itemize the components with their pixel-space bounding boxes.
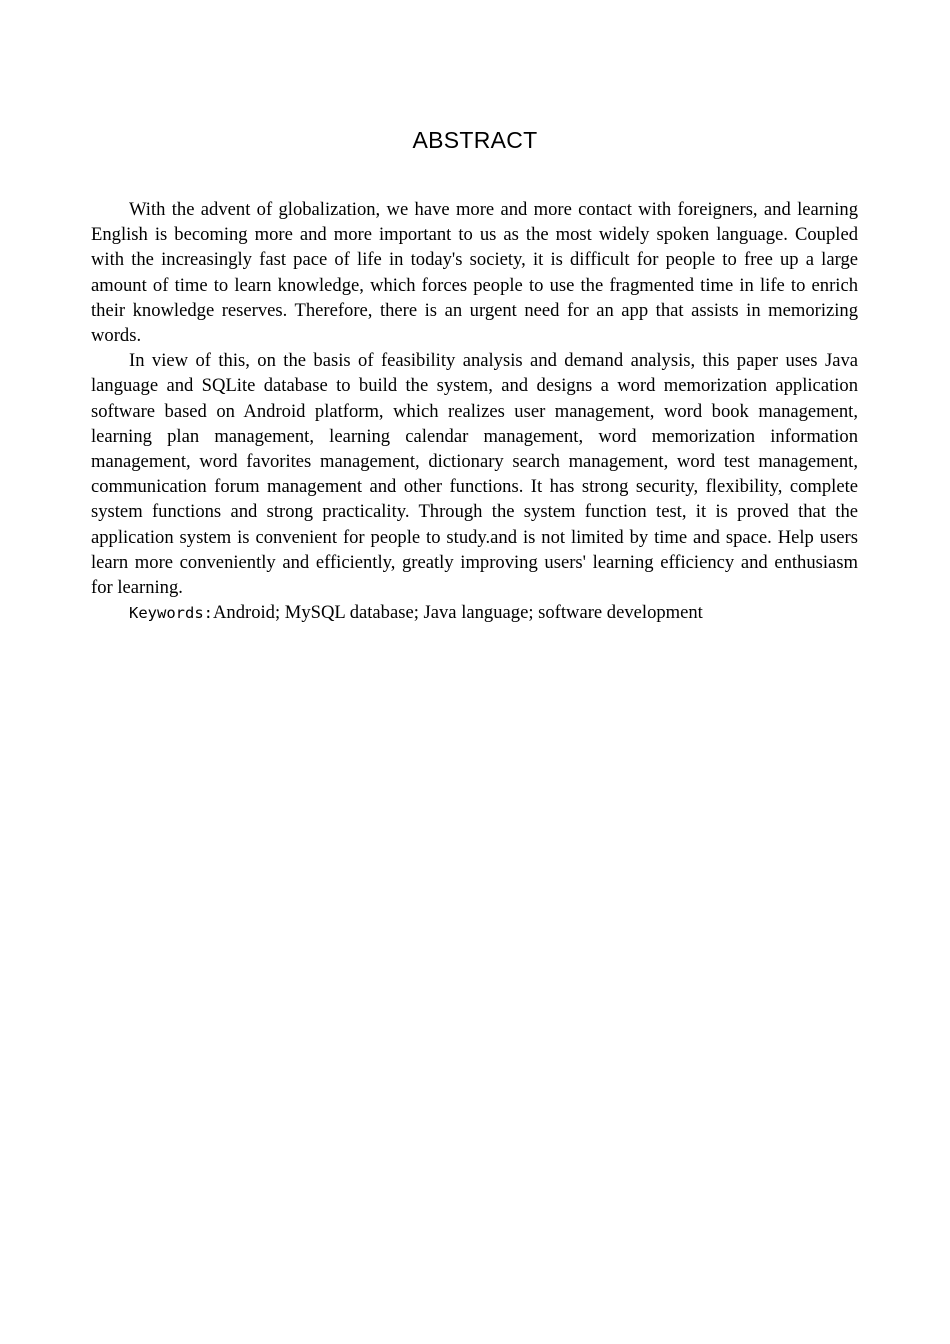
abstract-paragraph-1: With the advent of globalization, we have more and more contact with foreigners, and learning English is becoming more and more important to us as the most widely spoken language. Coupled with the increasingly fast pace of life in today's society, it is difficult for people to free up a large amount of time to learn knowledge, which forces people to use the fragmented time in life to enrich their knowledge reserves. Therefore, there is an urgent need for an app that assists in memorizing words. <box>91 199 858 347</box>
abstract-paragraph-2: In view of this, on the basis of feasibility analysis and demand analysis, this paper uses Java language and SQLite database to build the system, and designs a word memorization application software based on Android platform, which realizes user management, word book management, learning plan management, learning calendar management, word memorization information management, word favorites management, dictionary search management, word test management, communication forum management and other functions. It has strong security, flexibility, complete system functions and strong practicality. Through the system function test, it is proved that the application system is convenient for people to study.and is not limited by time and space. Help users learn more conveniently and efficiently, greatly improving users' learning efficiency and enthusiasm for learning. <box>91 350 858 599</box>
keywords-list: Android; MySQL database; Java language; software development <box>213 602 703 624</box>
abstract-body <box>91 197 858 626</box>
keywords-line <box>91 600 858 626</box>
keywords-separator: : <box>203 604 213 623</box>
abstract-title: ABSTRACT <box>412 127 538 153</box>
keywords-label: Keywords <box>129 604 204 623</box>
